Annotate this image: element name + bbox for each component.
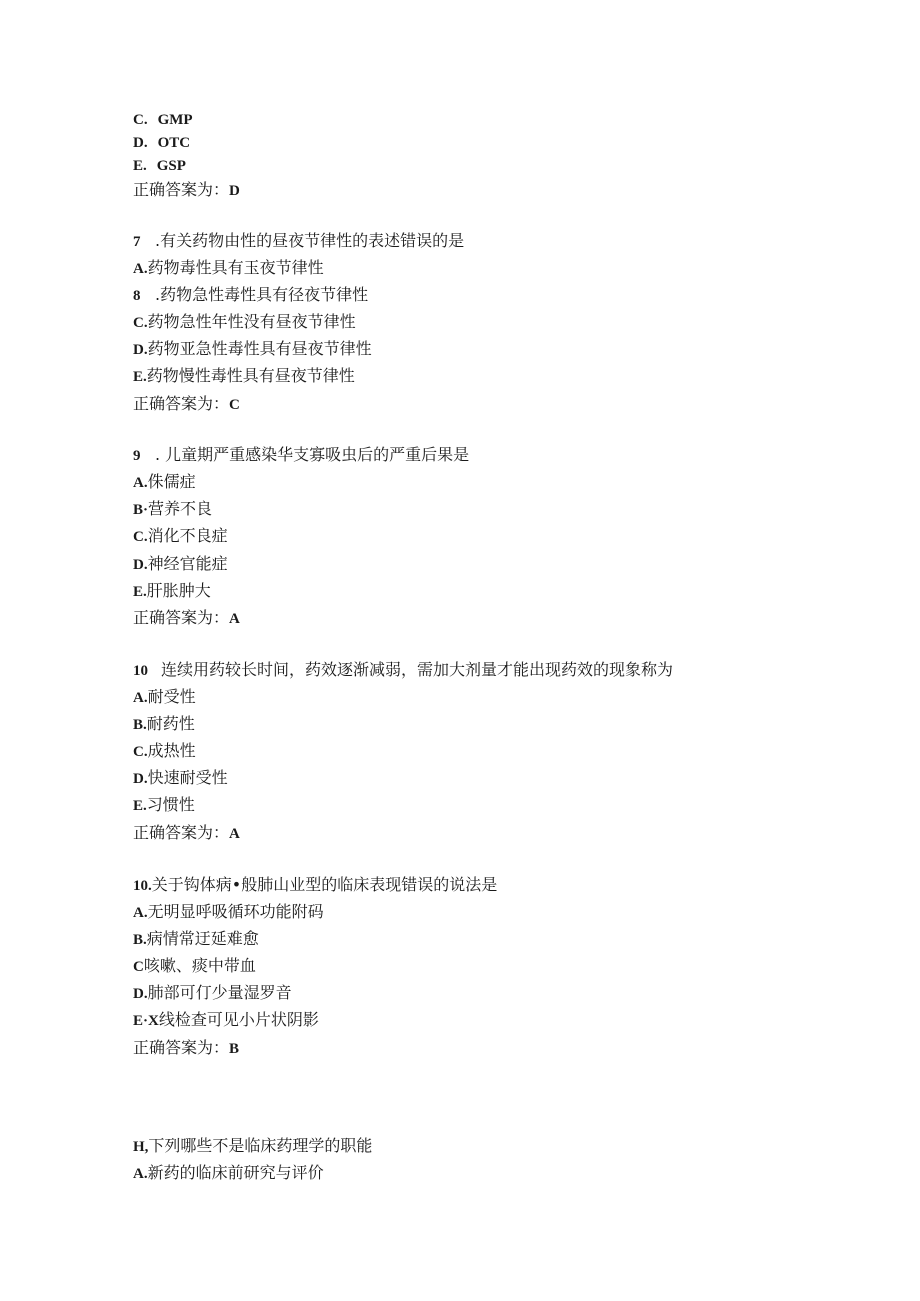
answer-line: 正确答案为：A [133,608,240,627]
option-d: D.肺部可仃少量湿罗音 [133,983,292,1002]
question-stem: 7 .有关药物由性的昼夜节律性的表述错误的是 [133,231,465,250]
option-b: B.病情常迂延难愈 [133,929,259,948]
option-e: E.习惯性 [133,795,195,814]
option-e: E.肝胀肿大 [133,581,211,600]
option-d: D.快速耐受性 [133,768,228,787]
option-b: B.耐药性 [133,714,195,733]
option-a: A.药物毒性具有玉夜节律性 [133,258,324,277]
option-c: C咳嗽、痰中带血 [133,956,256,975]
option-d: D. OTC [133,135,191,151]
answer-line: 正确答案为：D [133,180,240,199]
question-stem: 10 连续用药较长时间，药效逐渐减弱，需加大剂量才能出现药效的现象称为 [133,660,674,679]
option-c: C.成热性 [133,741,196,760]
question-stem: H,下列哪些不是临床药理学的职能 [133,1136,373,1155]
option-e: E.药物慢性毒性具有昼夜节律性 [133,366,355,385]
answer-line: 正确答案为：B [133,1038,240,1057]
answer-line: 正确答案为：A [133,823,240,842]
option-a: A.耐受性 [133,687,196,706]
question-stem: 10.关于钩体病•般肺山业型的临床表现错误的说法是 [133,875,498,894]
question-stem: 9 . 儿童期严重感染华支寡吸虫后的严重后果是 [133,445,470,464]
option-a: A.侏儒症 [133,472,196,491]
option-a: A.无明显呼吸循环功能附码 [133,902,324,921]
option-d: D.药物亚急性毒性具有昼夜节律性 [133,339,372,358]
option-b: 8 .药物急性毒性具有径夜节律性 [133,285,369,304]
option-c: C. GMP [133,112,193,128]
option-c: C.药物急性年性没有昼夜节律性 [133,312,356,331]
option-e: E·X线检查可见小片状阴影 [133,1010,319,1029]
option-e: E. GSP [133,158,186,174]
option-b: B·营养不良 [133,499,213,518]
answer-line: 正确答案为：C [133,394,240,413]
option-c: C.消化不良症 [133,526,228,545]
option-a: A.新药的临床前研究与评价 [133,1163,324,1182]
option-d: D.神经官能症 [133,554,228,573]
